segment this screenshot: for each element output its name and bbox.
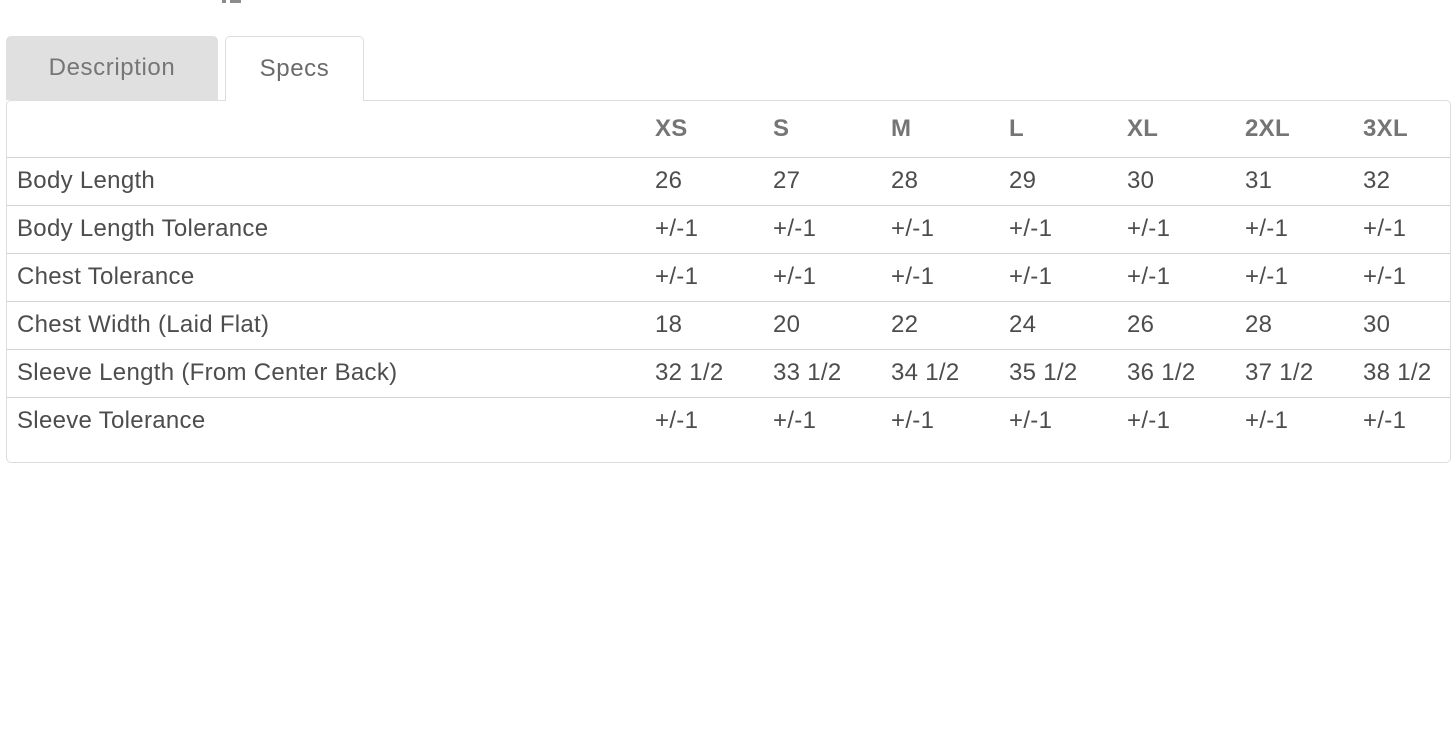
spec-value-cell: 30: [1127, 157, 1245, 205]
size-header-row: [7, 101, 1451, 157]
spec-value-cell: +/-1: [891, 205, 1009, 253]
specs-panel: [6, 100, 1451, 463]
spec-value-cell: +/-1: [1009, 253, 1127, 301]
spec-row-label: Sleeve Tolerance: [17, 407, 206, 435]
size-column-header: 2XL: [1245, 101, 1363, 157]
spec-row-sleeve-tolerance: [7, 397, 1451, 445]
clipped-glyph-mark: [230, 0, 241, 3]
spec-name-header: [7, 101, 655, 157]
spec-value-cell: +/-1: [1363, 205, 1451, 253]
spec-value-cell: +/-1: [655, 407, 699, 435]
spec-row-chest-width: [7, 301, 1451, 349]
size-column-header: XS: [655, 101, 773, 157]
spec-value-cell: +/-1: [891, 407, 935, 435]
spec-value-cell: 32 1/2: [655, 349, 773, 397]
spec-value-cell: +/-1: [1245, 205, 1363, 253]
tab-description[interactable]: Description: [6, 36, 218, 100]
spec-value-cell: 28: [891, 157, 1009, 205]
spec-value-cell: 38 1/2: [1363, 349, 1451, 397]
spec-value-cell: +/-1: [1127, 407, 1171, 435]
spec-value-cell: 26: [1127, 301, 1245, 349]
spec-value-cell: 36 1/2: [1127, 349, 1245, 397]
spec-value-cell: +/-1: [655, 253, 773, 301]
spec-value-cell: +/-1: [1127, 205, 1245, 253]
spec-value-cell: +/-1: [1009, 407, 1053, 435]
spec-value-cell: 20: [773, 301, 891, 349]
spec-row-sleeve-length: [7, 349, 1451, 397]
size-column-header: L: [1009, 101, 1127, 157]
spec-value-cell: 29: [1009, 157, 1127, 205]
spec-value-cell: +/-1: [1363, 253, 1451, 301]
spec-value-cell: +/-1: [1245, 253, 1363, 301]
spec-value-cell: 26: [655, 157, 773, 205]
spec-value-cell: +/-1: [773, 407, 817, 435]
spec-value-cell: 34 1/2: [891, 349, 1009, 397]
spec-value-cell: 32: [1363, 157, 1451, 205]
spec-value-cell: 24: [1009, 301, 1127, 349]
size-column-header: M: [891, 101, 1009, 157]
spec-value-cell: +/-1: [655, 205, 773, 253]
spec-row-body-length-tolerance: [7, 205, 1451, 253]
spec-value-cell: 33 1/2: [773, 349, 891, 397]
spec-value-cell: 37 1/2: [1245, 349, 1363, 397]
spec-value-cell: +/-1: [891, 253, 1009, 301]
size-column-header: 3XL: [1363, 101, 1451, 157]
spec-value-cell: 28: [1245, 301, 1363, 349]
spec-value-cell: 22: [891, 301, 1009, 349]
spec-row-label: Body Length: [7, 157, 655, 205]
spec-row-label: Body Length Tolerance: [7, 205, 655, 253]
spec-row-label: Sleeve Length (From Center Back): [7, 349, 655, 397]
size-column-header: S: [773, 101, 891, 157]
spec-value-cell: 18: [655, 301, 773, 349]
spec-value-cell: +/-1: [1363, 407, 1407, 435]
spec-row-label: Chest Width (Laid Flat): [7, 301, 655, 349]
spec-row-chest-tolerance: [7, 253, 1451, 301]
product-info-tabs: [6, 36, 364, 100]
clipped-glyph-mark: [222, 0, 226, 3]
spec-value-cell: +/-1: [1009, 205, 1127, 253]
spec-value-cell: 27: [773, 157, 891, 205]
spec-value-cell: 31: [1245, 157, 1363, 205]
spec-value-cell: 30: [1363, 301, 1451, 349]
tab-specs[interactable]: Specs: [225, 36, 364, 101]
spec-row-body-length: [7, 157, 1451, 205]
spec-value-cell: +/-1: [773, 205, 891, 253]
spec-value-cell: +/-1: [1245, 407, 1289, 435]
size-column-header: XL: [1127, 101, 1245, 157]
clipped-text-fragment: [0, 0, 1452, 4]
spec-value-cell: +/-1: [1127, 253, 1245, 301]
spec-row-label: Chest Tolerance: [7, 253, 655, 301]
spec-value-cell: 35 1/2: [1009, 349, 1127, 397]
spec-value-cell: +/-1: [773, 253, 891, 301]
specs-table: [7, 101, 1451, 445]
